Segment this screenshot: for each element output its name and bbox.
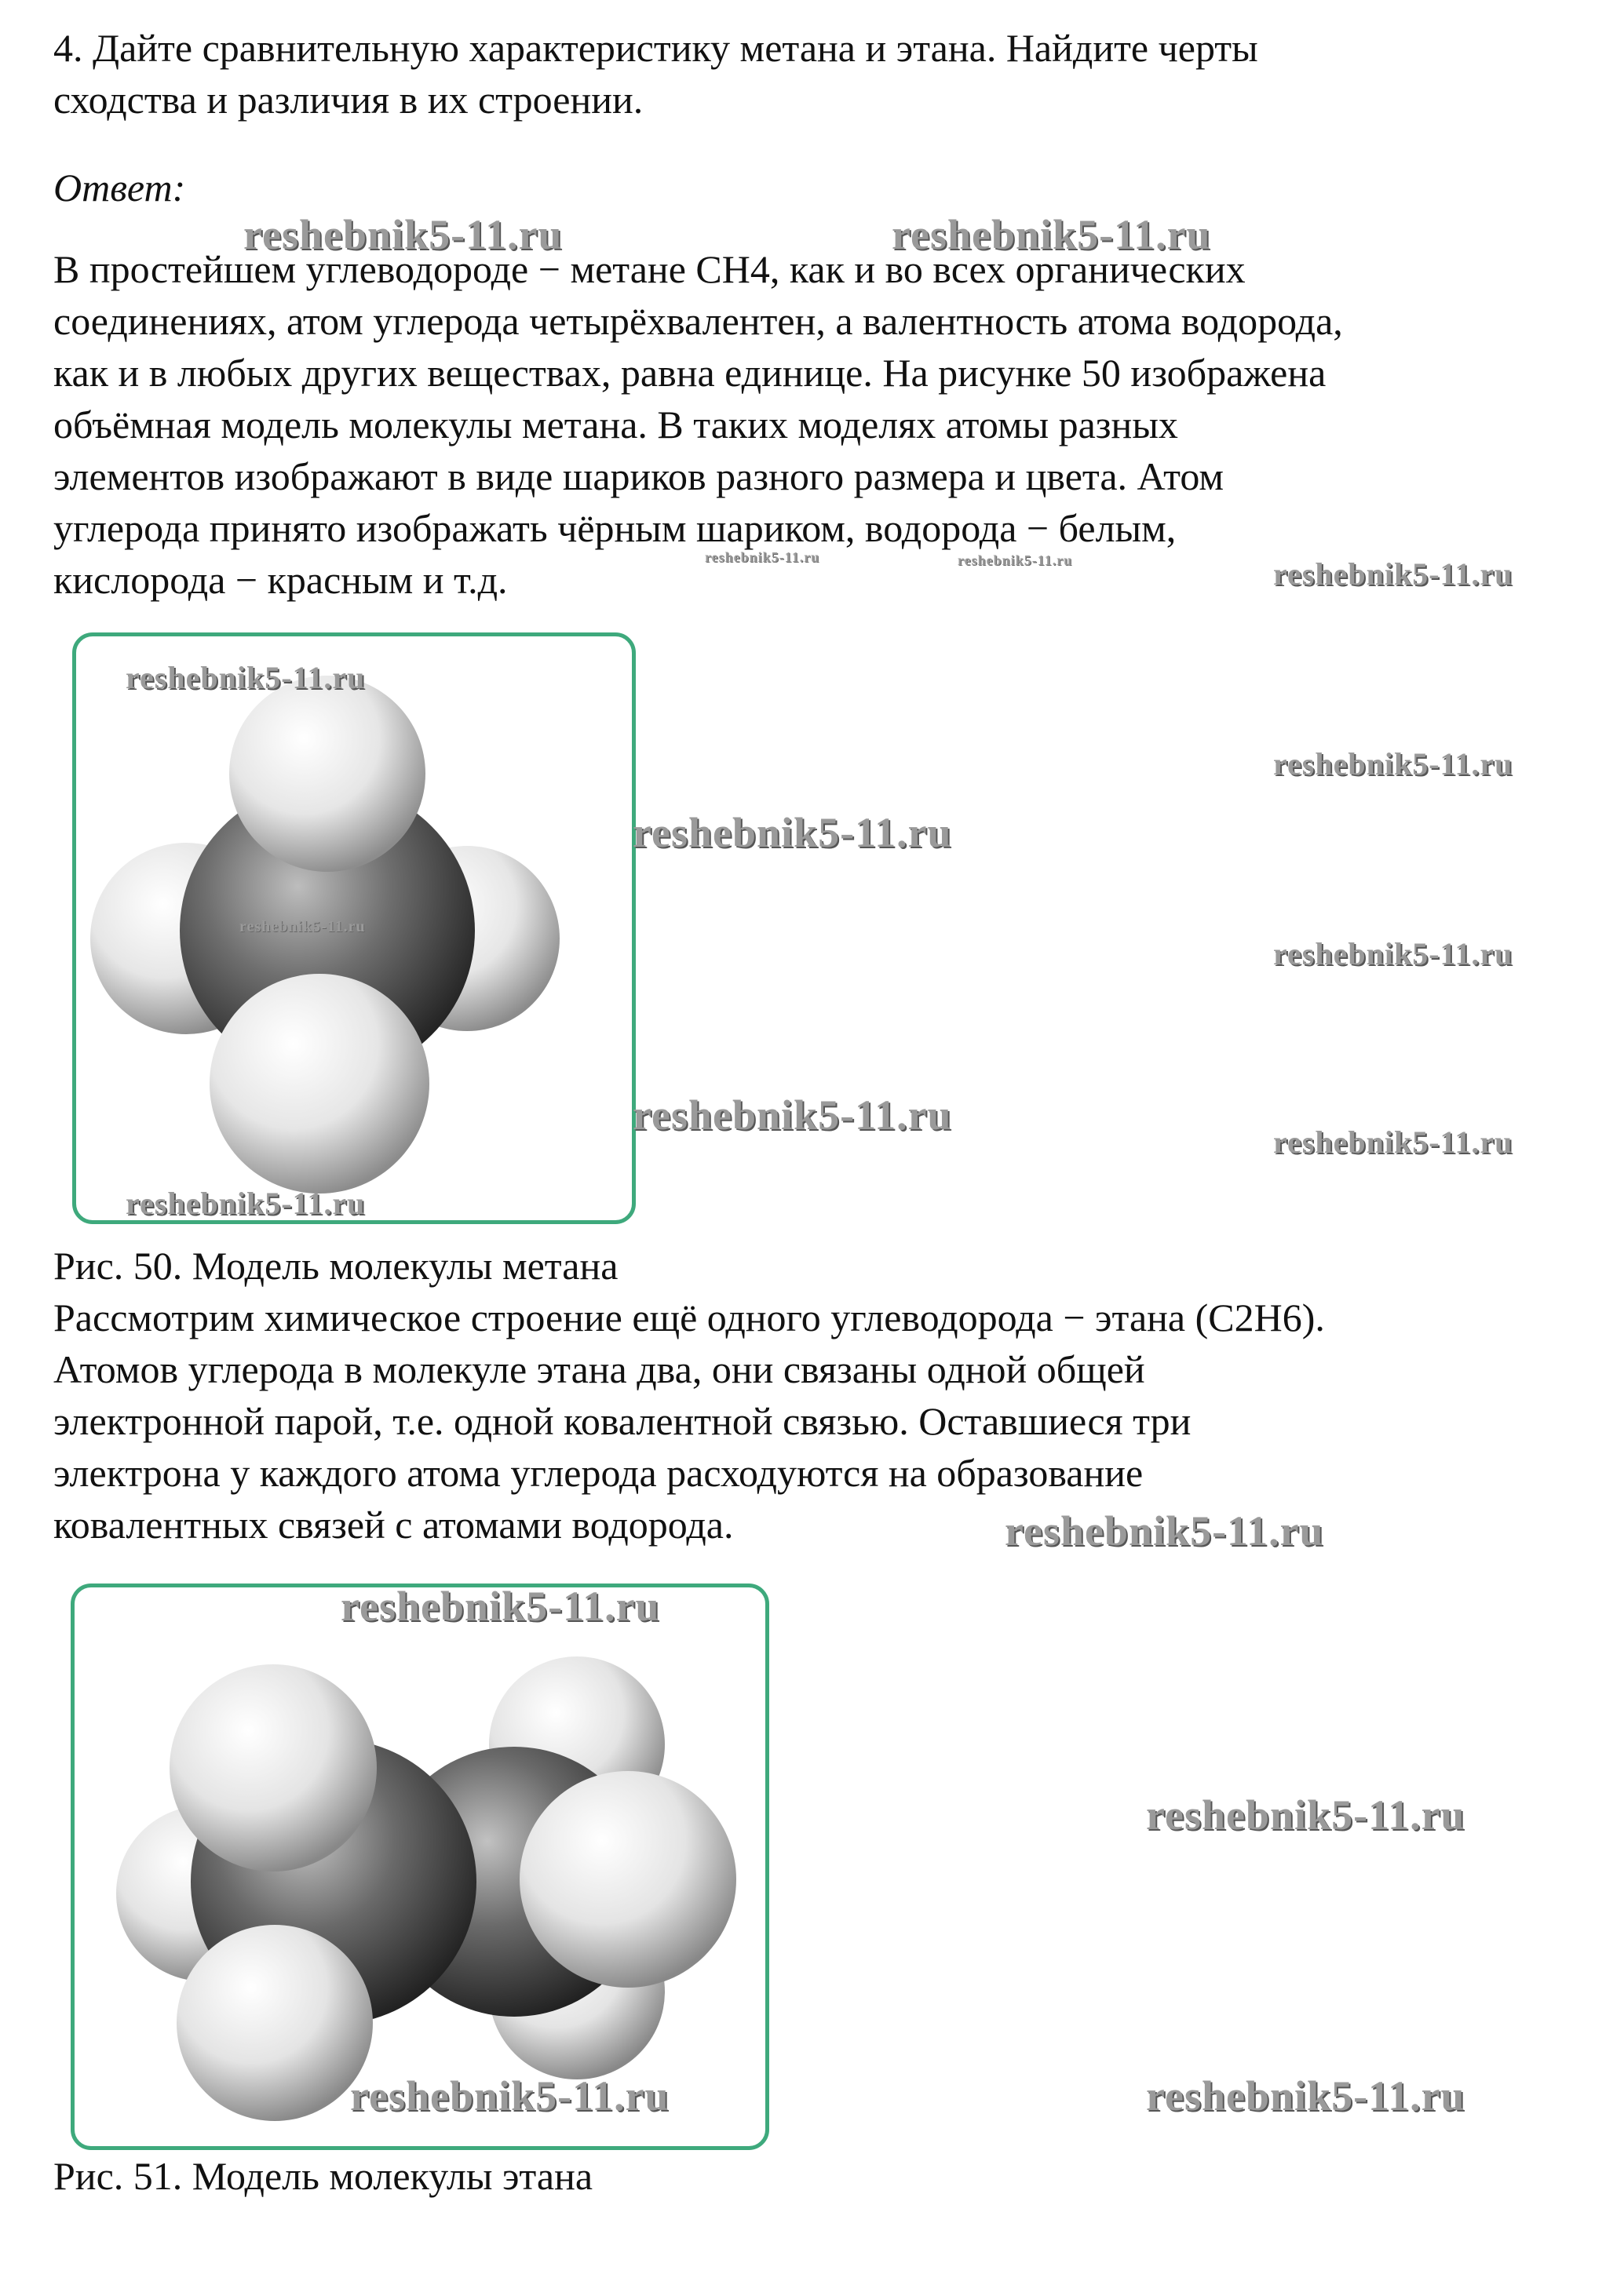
paragraph-methane <box>53 243 1592 606</box>
watermark: reshebnik5-11.ru <box>705 549 820 565</box>
watermark: reshebnik5-11.ru <box>243 211 563 258</box>
watermark: reshebnik5-11.ru <box>633 809 952 856</box>
watermark: reshebnik5-11.ru <box>341 1583 660 1630</box>
hydrogen-atom <box>520 1771 736 1988</box>
hydrogen-atom <box>210 974 429 1194</box>
paragraph-line: элементов изображают в виде шариков разного размера и цвета. Атом <box>53 454 1224 498</box>
question-text <box>53 22 1592 126</box>
paragraph-line: соединениях, атом углерода четырёхвалентен, а валентность атома водорода, <box>53 299 1343 343</box>
paragraph-line: В простейшем углеводороде − метане CH4, как и во всех органических <box>53 247 1246 291</box>
figure-50-caption: Рис. 50. Модель молекулы метана <box>53 1244 619 1288</box>
paragraph-line: электрона у каждого атома углерода расходуются на образование <box>53 1451 1144 1495</box>
hydrogen-atom <box>229 676 425 872</box>
paragraph-line: углерода принято изображать чёрным шариком, водорода − белым, <box>53 506 1177 550</box>
watermark: reshebnik5-11.ru <box>1273 936 1513 971</box>
ethane-model-illustration <box>75 1587 765 2146</box>
watermark: reshebnik5-11.ru <box>633 1092 952 1139</box>
watermark: reshebnik5-11.ru <box>1273 746 1513 782</box>
watermark: reshebnik5-11.ru <box>239 918 366 935</box>
ethane-model-figure <box>71 1584 769 2150</box>
hydrogen-atom <box>170 1664 377 1871</box>
answer-label: Ответ: <box>53 166 186 210</box>
paragraph-line: кислорода − красным и т.д. <box>53 558 508 602</box>
paragraph-line: объёмная модель молекулы метана. В таких моделях атомы разных <box>53 403 1178 446</box>
watermark: reshebnik5-11.ru <box>892 211 1211 258</box>
watermark: reshebnik5-11.ru <box>1005 1507 1324 1554</box>
figure-51-caption: Рис. 51. Модель молекулы этана <box>53 2154 593 2198</box>
paragraph-line: электронной парой, т.е. одной ковалентной связью. Оставшиеся три <box>53 1399 1192 1443</box>
watermark: reshebnik5-11.ru <box>126 660 366 695</box>
paragraph-line: Атомов углерода в молекуле этана два, они связаны одной общей <box>53 1347 1145 1391</box>
paragraph-ethane <box>53 1292 1592 1551</box>
watermark: reshebnik5-11.ru <box>1273 1124 1513 1160</box>
watermark: reshebnik5-11.ru <box>1146 1791 1465 1839</box>
watermark: reshebnik5-11.ru <box>1146 2072 1465 2119</box>
paragraph-line: Рассмотрим химическое строение ещё одного углеводорода − этана (C2H6). <box>53 1296 1325 1339</box>
watermark: reshebnik5-11.ru <box>350 2072 670 2119</box>
hydrogen-atom <box>177 1925 373 2121</box>
question-line: 4. Дайте сравнительную характеристику метана и этана. Найдите черты <box>53 26 1258 70</box>
watermark: reshebnik5-11.ru <box>958 552 1073 568</box>
watermark: reshebnik5-11.ru <box>1273 556 1513 592</box>
paragraph-line: как и в любых других веществах, равна единице. На рисунке 50 изображена <box>53 351 1327 395</box>
watermark: reshebnik5-11.ru <box>126 1186 366 1221</box>
question-line: сходства и различия в их строении. <box>53 78 644 122</box>
paragraph-line: ковалентных связей с атомами водорода. <box>53 1503 734 1547</box>
